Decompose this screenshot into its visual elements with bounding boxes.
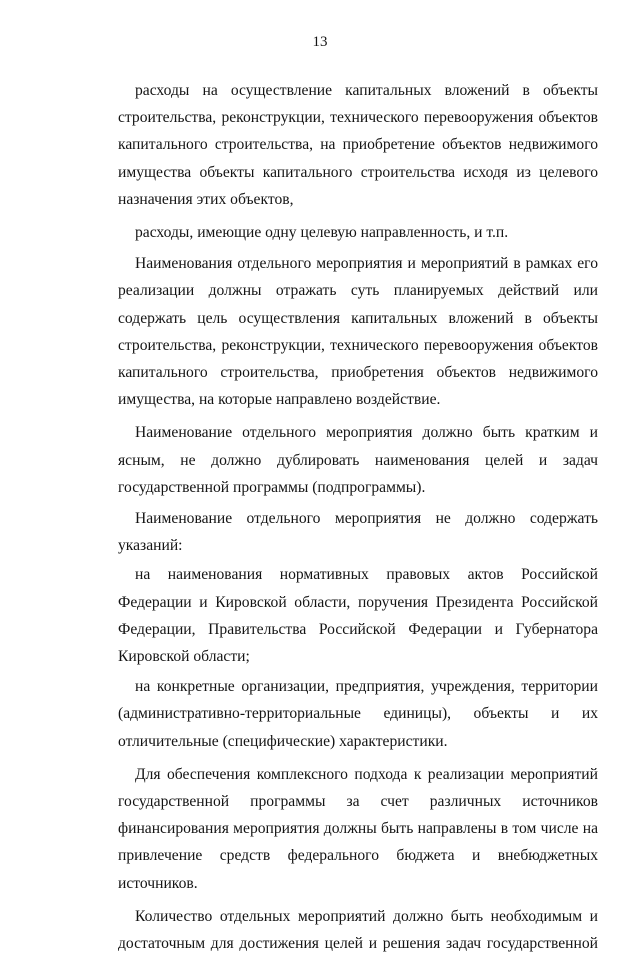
paragraph-measure-names: Наименования отдельного мероприятия и мероприятий в рамках его реализации должны отражать суть планируемых действий или содержать цель осуществления капитальных вложений в объекты строительства, реконструкции, технического перевооружения объектов капитального строительства, приобретения объектов недвижимого имущества, на которые направлено воздействие. [118,255,598,409]
paragraph-comprehensive-approach: Для обеспечения комплексного подхода к реализации мероприятий государственной программы за счет различных источников финансирования мероприятия должны быть направлены в том числе на привлечение средств федерального бюджета и внебюджетных источников. [118,765,598,892]
page-number: 13 [312,34,328,50]
paragraph-no-references: Наименование отдельного мероприятия не должно содержать указаний: [118,510,598,555]
paragraph-number-of-measures: Количество отдельных мероприятий должно быть необходимым и достаточным для достижения целей и решения задач государственной [118,907,598,953]
paragraph-capital-expenses: расходы на осуществление капитальных вложений в объекты строительства, реконструкции, технического перевооружения объектов капитального строительства, на приобретение объектов недвижимого имущества объекты капитального строительства исходя из целевого назначения этих объектов, [118,82,598,208]
paragraph-legal-acts: на наименования нормативных правовых актов Российской Федерации и Кировской области, поручения Президента Российской Федерации, Правительства Российской Федерации и Губернатора Кировской области; [118,566,598,666]
paragraph-name-brevity: Наименование отдельного мероприятия должно быть кратким и ясным, не должно дублировать наименования целей и задач государственной программы (подпрограммы). [118,424,598,496]
body-text [118,77,598,957]
paragraph-single-purpose-expenses: расходы, имеющие одну целевую направленность, и т.п. [135,224,509,242]
paragraph-organizations: на конкретные организации, предприятия, учреждения, территории (административно-территориальные единицы), объекты и их отличительные (специфические) характеристики. [118,678,598,750]
